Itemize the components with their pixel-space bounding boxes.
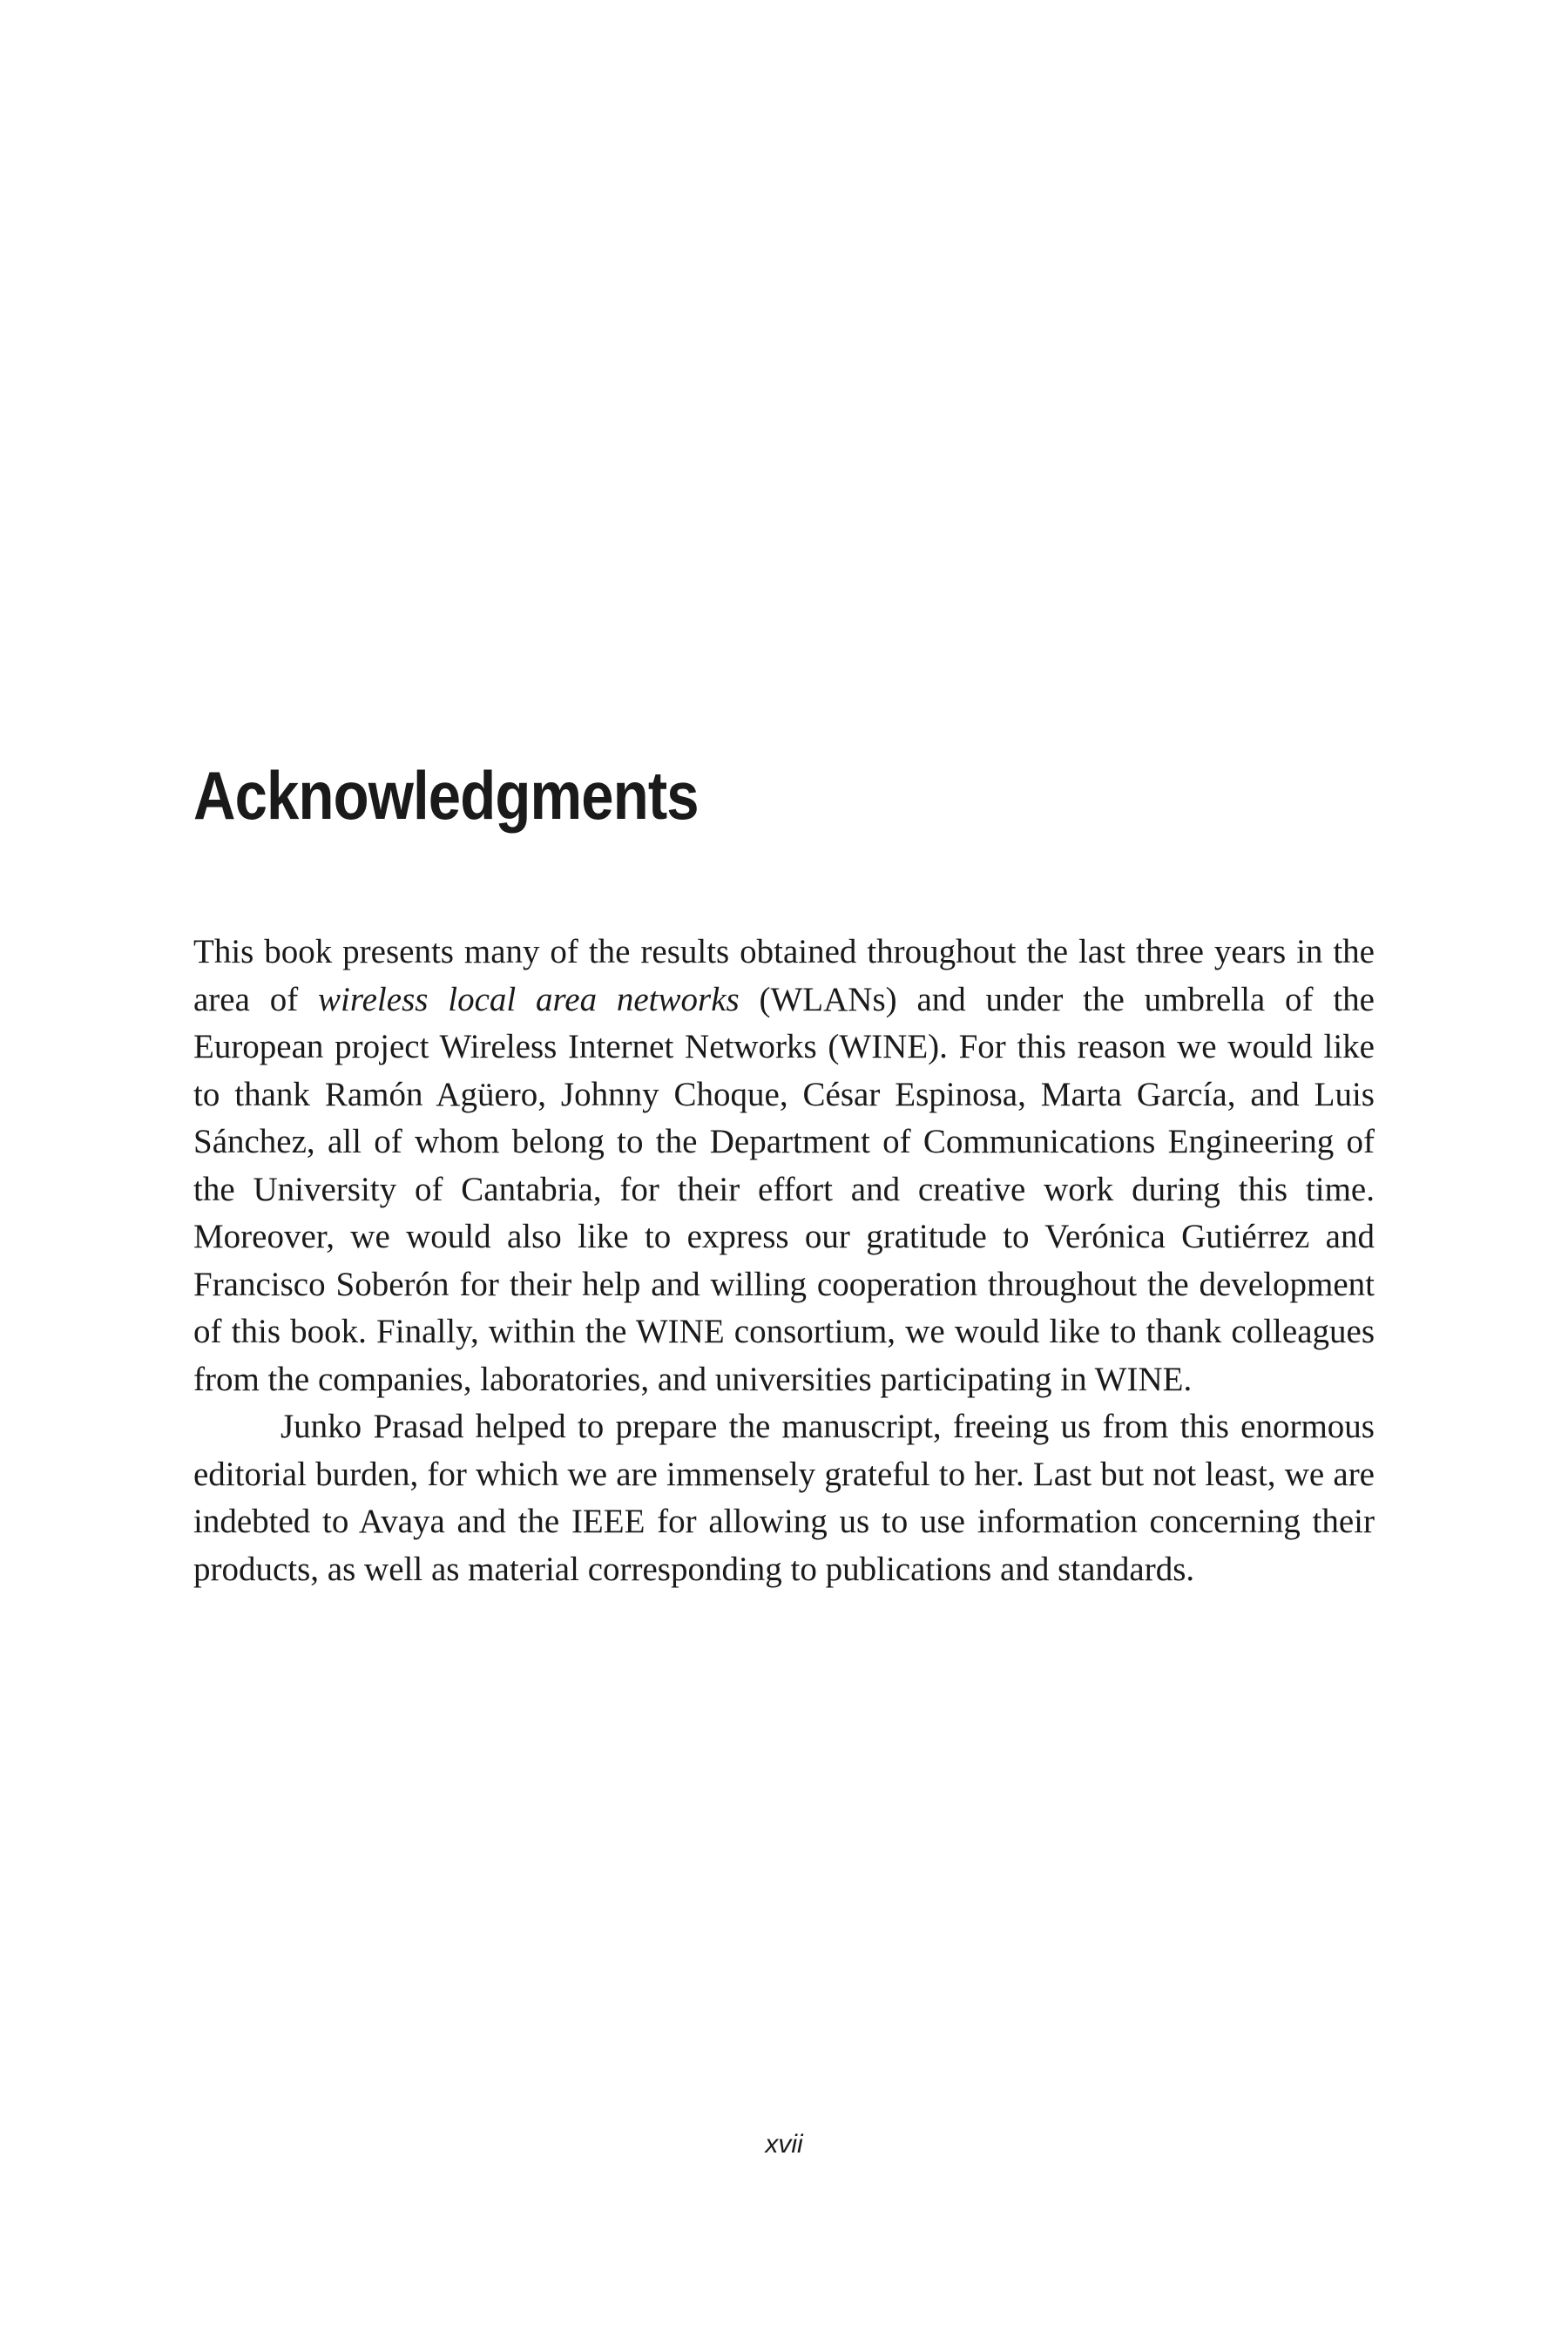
page-title: Acknowledgments [193, 757, 699, 834]
paragraph-2: Junko Prasad helped to prepare the manuscript, freeing us from this enormous editorial burden, for which we are immensely grateful to her. Last but not least, we are indebted to Avaya and the IEEE for allowing us to use information concerning their products, as well as material corresponding to publications and standards. [193, 1408, 1375, 1588]
acknowledgments-body [193, 929, 1375, 1593]
paragraph-1-emphasis: wireless local area networks [318, 980, 740, 1018]
paragraph-1 [193, 929, 1375, 1403]
page-number: xvii [765, 2130, 803, 2159]
paragraph-1-text-start: This book presents many of the results obtained throughout the last three years in the area of [193, 933, 1375, 1018]
paragraph-1-text-end: (WLANs) and under the umbrella of the European project Wireless Internet Networks (WINE). For this reason we would like to thank Ramón Agüero, Johnny Choque, César Espinosa, Marta García, and Luis Sánchez, all of whom belong to the Department of Communications Engineering of the University of Cantabria, for their effort and creative work during this time. Moreover, we would also like to express our gratitude to Verónica Gutiérrez and Francisco Soberón for their help and willing cooperation throughout the development of this book. Finally, within the WINE consortium, we would like to thank colleagues from the companies, laboratories, and universities participating in WINE. [193, 980, 1375, 1398]
